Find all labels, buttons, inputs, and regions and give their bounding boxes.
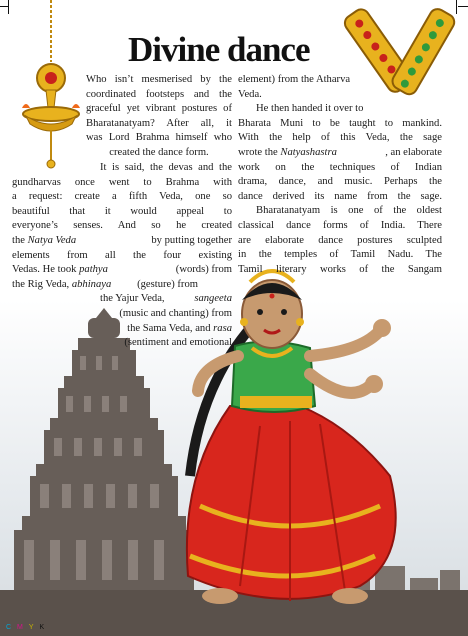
text-line bbox=[12, 278, 198, 293]
print-mark: K bbox=[39, 624, 47, 631]
right-column bbox=[238, 73, 442, 277]
print-mark: M bbox=[17, 624, 25, 631]
left-column-continued bbox=[12, 161, 232, 351]
text-line bbox=[12, 234, 232, 249]
print-registration-marks bbox=[6, 624, 46, 631]
text-segment: the Sama Veda, and bbox=[127, 322, 214, 334]
print-mark: C bbox=[6, 624, 14, 631]
italic-term: sangeeta bbox=[194, 293, 232, 305]
text-segment: wrote the bbox=[238, 146, 281, 158]
text-segment: the Yajur Veda, bbox=[100, 293, 165, 305]
text-segment: (words) from bbox=[175, 264, 232, 276]
italic-term: Natyashastra bbox=[280, 146, 337, 158]
text-line: Bharata Muni to be taught to mankind. bbox=[238, 117, 442, 129]
text-line bbox=[12, 263, 232, 278]
text-line: dance derived its name from the sage. bbox=[238, 190, 442, 202]
text-line bbox=[12, 292, 232, 307]
text-line: graceful yet vibrant postures of bbox=[86, 103, 232, 115]
text-segment: , an elaborate bbox=[385, 146, 442, 158]
text-line: everyone’s senses. And so he created bbox=[12, 220, 232, 232]
text-line: gundharvas once went to Brahma with bbox=[12, 176, 232, 188]
text-line: a request: create a fifth Veda, one so bbox=[12, 191, 232, 203]
text-segment: by putting together bbox=[151, 234, 232, 246]
text-line: drama, dance, and music. Perhaps the bbox=[238, 176, 442, 188]
text-line: elements from all the four existing bbox=[12, 249, 232, 261]
text-line: (music and chanting) from bbox=[119, 307, 232, 319]
text-line: It is said, the devas and the bbox=[100, 162, 232, 173]
text-line: Tamil literary works of the Sangam bbox=[238, 263, 442, 275]
italic-term: rasa bbox=[213, 322, 232, 334]
text-line bbox=[238, 146, 442, 161]
text-line: classical dance forms of India. There bbox=[238, 219, 442, 231]
text-line: With the help of this Veda, the sage bbox=[238, 132, 442, 144]
text-line: element) from the Atharva bbox=[238, 74, 351, 85]
text-line: Bharatanatyam is one of the oldest bbox=[256, 205, 442, 217]
text-line: (sentiment and emotional bbox=[124, 337, 232, 349]
text-line: Veda. bbox=[238, 88, 262, 100]
text-segment: Vedas. He took bbox=[12, 264, 80, 276]
text-line: He then handed it over to bbox=[256, 103, 364, 115]
text-line: are elaborate dance postures sculpted bbox=[238, 234, 442, 246]
print-mark: Y bbox=[28, 624, 36, 631]
text-line: coordinated footsteps and the bbox=[86, 88, 232, 100]
text-line: work on the techniques of Indian bbox=[238, 161, 442, 173]
text-segment: the bbox=[12, 234, 28, 246]
text-segment: the Rig Veda, bbox=[12, 278, 72, 290]
text-line: in the temples of Tamil Nadu. The bbox=[238, 249, 442, 261]
text-line: Who isn’t mesmerised by the bbox=[86, 74, 232, 85]
italic-term: pathya bbox=[79, 264, 108, 276]
text-line: was Lord Brahma himself who bbox=[86, 132, 232, 144]
left-column bbox=[86, 73, 232, 161]
page-title: Divine dance bbox=[128, 30, 310, 69]
text-line bbox=[12, 322, 232, 337]
text-segment: (gesture) from bbox=[137, 278, 198, 290]
text-line: Bharatanatyam? After all, it bbox=[86, 117, 232, 129]
italic-term: abhinaya bbox=[71, 278, 112, 290]
text-line: beautiful that it would appeal to bbox=[12, 205, 232, 217]
text-line: created the dance form. bbox=[109, 146, 209, 158]
hanging-lamp-icon bbox=[16, 0, 86, 170]
italic-term: Natya Veda bbox=[27, 234, 77, 246]
